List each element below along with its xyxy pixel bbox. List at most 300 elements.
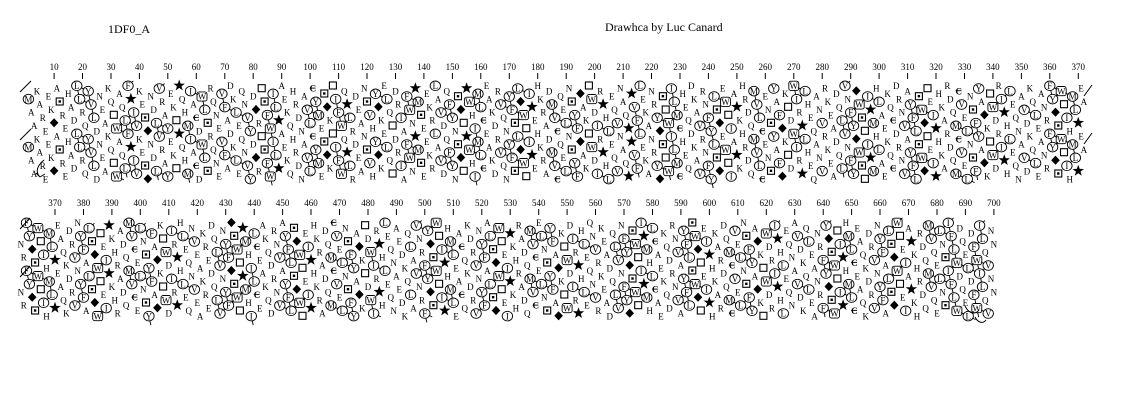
svg-text:V: V [133, 121, 140, 131]
svg-text:W: W [266, 123, 275, 134]
svg-text:E: E [762, 139, 769, 150]
svg-text:N: N [17, 239, 25, 250]
svg-text:W: W [465, 145, 474, 155]
svg-text:E: E [355, 153, 362, 163]
svg-text:L: L [606, 174, 612, 185]
svg-text:V: V [437, 107, 445, 118]
svg-text:F: F [971, 242, 977, 252]
svg-text:D: D [967, 228, 975, 239]
svg-text:R: R [595, 306, 602, 316]
svg-text:A: A [434, 142, 442, 153]
svg-text:D: D [364, 282, 372, 292]
svg-text:L: L [478, 102, 484, 113]
svg-text:D: D [521, 295, 528, 306]
svg-text:W: W [721, 145, 730, 155]
svg-text:E: E [900, 244, 906, 255]
svg-text:M: M [183, 169, 192, 179]
svg-text:R: R [669, 220, 676, 231]
svg-text:M: M [446, 236, 455, 247]
svg-text:A: A [53, 131, 61, 142]
svg-text:A: A [393, 223, 400, 234]
svg-text:A: A [645, 121, 652, 131]
svg-text:I: I [705, 284, 708, 295]
svg-text:F: F [404, 139, 410, 150]
svg-text:A: A [552, 250, 559, 260]
svg-text:W: W [295, 298, 304, 308]
svg-text:A: A [603, 250, 611, 260]
svg-text:W: W [830, 260, 839, 271]
svg-text:L: L [515, 83, 521, 94]
svg-text:R: R [271, 226, 278, 236]
svg-text:K: K [284, 107, 291, 118]
svg-text:V: V [614, 166, 621, 177]
svg-text:W: W [431, 266, 441, 276]
svg-text:L: L [137, 271, 144, 282]
svg-text:A: A [116, 137, 123, 147]
svg-text:H: H [708, 263, 716, 274]
svg-text:Q: Q [611, 105, 618, 115]
svg-text:H: H [679, 137, 687, 147]
svg-text:V: V [818, 166, 826, 177]
svg-text:H: H [739, 129, 746, 139]
residue-glyph [700, 86, 706, 144]
svg-text:L: L [74, 129, 80, 139]
residue-glyph [46, 92, 52, 150]
svg-text:L: L [347, 161, 353, 171]
svg-text:A: A [1038, 137, 1045, 147]
svg-text:E: E [532, 163, 538, 174]
svg-text:D: D [165, 260, 173, 271]
svg-text:A: A [400, 126, 408, 137]
svg-text:H: H [1066, 126, 1073, 137]
svg-text:F: F [621, 234, 627, 244]
svg-text:C: C [480, 115, 487, 126]
ruler-number: 30 [106, 62, 116, 72]
svg-text:N: N [616, 83, 624, 94]
svg-text:A: A [882, 308, 889, 319]
svg-text:A: A [603, 298, 611, 308]
svg-text:D: D [606, 311, 614, 322]
svg-text:E: E [167, 137, 174, 147]
svg-text:L: L [649, 223, 656, 234]
svg-text:N: N [503, 126, 510, 137]
svg-text:A: A [811, 263, 818, 274]
svg-text:A: A [905, 223, 912, 234]
svg-text:Y: Y [449, 161, 456, 171]
svg-text:W: W [1056, 134, 1066, 145]
svg-text:K: K [757, 298, 764, 308]
svg-text:A: A [730, 89, 738, 99]
svg-text:A: A [279, 218, 286, 228]
svg-text:L: L [91, 161, 97, 171]
svg-text:A: A [196, 311, 204, 322]
svg-text:D: D [165, 308, 173, 319]
svg-text:Q: Q [586, 218, 594, 228]
svg-text:K: K [359, 255, 366, 266]
svg-text:Q: Q [663, 242, 670, 252]
svg-text:R: R [69, 239, 76, 250]
svg-text:E: E [1035, 171, 1042, 182]
svg-text:Y: Y [907, 99, 914, 110]
svg-text:Q: Q [685, 163, 692, 174]
svg-text:D: D [65, 274, 73, 284]
svg-text:N: N [219, 274, 227, 284]
svg-text:L: L [407, 290, 414, 300]
svg-text:D: D [227, 81, 234, 91]
svg-text:Y: Y [222, 239, 229, 250]
svg-text:D: D [150, 105, 157, 115]
svg-text:K: K [824, 97, 832, 107]
svg-text:Q: Q [557, 139, 564, 150]
svg-text:V: V [218, 137, 226, 147]
svg-text:N: N [147, 139, 155, 150]
svg-text:Q: Q [185, 306, 192, 316]
svg-text:I: I [473, 171, 477, 182]
svg-text:C: C [480, 163, 487, 174]
svg-text:C: C [676, 171, 684, 182]
svg-text:D: D [946, 94, 954, 105]
svg-text:V: V [841, 81, 849, 91]
svg-text:D: D [93, 174, 100, 185]
svg-text:D: D [833, 137, 840, 147]
svg-text:D: D [364, 234, 372, 244]
svg-text:A: A [161, 158, 169, 169]
svg-text:K: K [642, 155, 650, 166]
svg-text:V: V [753, 99, 761, 110]
svg-text:F: F [482, 300, 488, 311]
ruler-number: 450 [275, 198, 290, 208]
residue-glyph [939, 239, 946, 297]
svg-text:N: N [415, 234, 423, 244]
svg-text:E: E [961, 161, 968, 171]
svg-text:K: K [284, 155, 291, 166]
svg-text:V: V [551, 161, 559, 171]
svg-text:H: H [804, 99, 812, 110]
svg-text:R: R [373, 274, 380, 284]
svg-text:D: D [208, 220, 215, 231]
svg-text:I: I [773, 220, 777, 231]
svg-text:Q: Q [82, 169, 89, 179]
svg-text:H: H [111, 295, 118, 306]
svg-text:W: W [762, 228, 771, 239]
svg-text:A: A [67, 102, 75, 113]
svg-text:Q: Q [723, 234, 730, 244]
svg-text:R: R [597, 86, 604, 97]
svg-text:I: I [669, 83, 673, 94]
svg-text:I: I [104, 255, 108, 266]
svg-text:R: R [114, 308, 121, 319]
svg-text:D: D [666, 255, 673, 266]
svg-text:V: V [753, 147, 761, 158]
svg-text:Q: Q [211, 234, 218, 244]
ruler-number: 200 [587, 62, 602, 72]
svg-text:N: N [788, 252, 796, 263]
svg-text:W: W [562, 255, 572, 266]
svg-text:H: H [181, 107, 189, 118]
svg-text:L: L [951, 292, 957, 303]
svg-text:W: W [112, 171, 121, 182]
svg-text:D: D [797, 292, 804, 303]
svg-text:D: D [545, 134, 553, 145]
svg-text:L: L [214, 295, 220, 306]
band-1 [23, 62, 1087, 188]
svg-text:L: L [606, 126, 612, 137]
svg-text:A: A [117, 226, 124, 236]
svg-text:A: A [677, 308, 685, 319]
svg-text:N: N [966, 139, 974, 150]
svg-text:A: A [117, 274, 124, 284]
svg-text:Y: Y [77, 231, 84, 242]
svg-text:F: F [285, 244, 291, 255]
residue-glyph [701, 223, 707, 281]
svg-text:A: A [57, 234, 64, 244]
svg-text:E: E [827, 158, 834, 169]
svg-text:C: C [330, 218, 338, 228]
svg-text:D: D [797, 244, 804, 255]
svg-text:Q: Q [443, 86, 450, 97]
svg-text:E: E [584, 252, 590, 263]
svg-text:A: A [486, 94, 493, 105]
svg-text:I: I [249, 311, 253, 322]
svg-text:W: W [854, 99, 864, 110]
svg-text:E: E [45, 139, 52, 150]
svg-text:R: R [418, 295, 426, 306]
svg-text:R: R [316, 247, 323, 258]
svg-text:M: M [314, 158, 323, 169]
svg-text:L: L [91, 113, 97, 123]
svg-text:D: D [967, 276, 975, 287]
svg-text:D: D [591, 107, 598, 118]
svg-text:E: E [355, 105, 362, 115]
residue-glyph [897, 232, 904, 287]
svg-text:K: K [582, 163, 590, 174]
svg-text:L: L [478, 150, 484, 161]
svg-text:R: R [699, 134, 706, 145]
svg-text:W: W [631, 287, 640, 298]
svg-text:I: I [505, 311, 509, 322]
svg-text:N: N [341, 223, 349, 234]
svg-text:F: F [348, 298, 354, 308]
svg-text:D: D [70, 115, 78, 126]
svg-text:Y: Y [372, 89, 379, 99]
svg-text:R: R [79, 155, 86, 166]
svg-text:N: N [541, 244, 548, 255]
svg-text:Q: Q [238, 134, 246, 145]
svg-text:M: M [869, 166, 878, 177]
svg-text:R: R [207, 131, 214, 142]
svg-text:Y: Y [822, 268, 830, 279]
svg-text:N: N [390, 258, 397, 268]
svg-text:E: E [961, 113, 968, 123]
svg-text:E: E [809, 250, 815, 260]
svg-text:N: N [764, 105, 772, 115]
svg-text:H: H [512, 255, 520, 266]
svg-text:Y: Y [975, 83, 982, 94]
svg-text:K: K [136, 134, 143, 145]
svg-text:W: W [366, 247, 376, 258]
ruler-number: 370 [1071, 62, 1086, 72]
svg-text:L: L [581, 287, 587, 298]
svg-text:L: L [965, 311, 971, 322]
residue-glyph [915, 93, 922, 148]
svg-text:A: A [882, 260, 889, 271]
svg-text:Q: Q [922, 255, 929, 266]
svg-text:Y: Y [145, 311, 153, 322]
svg-text:A: A [319, 308, 326, 319]
svg-text:D: D [566, 268, 574, 279]
svg-text:E: E [719, 83, 726, 94]
svg-text:K: K [862, 311, 870, 322]
svg-text:Q: Q [982, 295, 989, 306]
residue-glyph [651, 100, 657, 158]
svg-text:Y: Y [506, 91, 513, 102]
svg-text:V: V [984, 308, 992, 319]
svg-text:D: D [120, 287, 127, 298]
svg-text:L: L [1072, 153, 1079, 163]
svg-text:A: A [645, 169, 652, 179]
svg-text:Q: Q [586, 266, 594, 276]
svg-text:A: A [319, 260, 326, 271]
svg-text:F: F [776, 158, 783, 169]
svg-text:K: K [199, 228, 207, 239]
svg-text:N: N [788, 300, 796, 311]
svg-text:V: V [928, 234, 935, 244]
svg-text:Q: Q [119, 102, 126, 113]
svg-text:C: C [652, 236, 659, 247]
svg-text:E: E [560, 105, 567, 115]
svg-text:K: K [359, 303, 366, 314]
svg-text:F: F [574, 171, 581, 182]
svg-text:I: I [595, 169, 599, 179]
svg-text:F: F [446, 99, 453, 110]
svg-text:H: H [1003, 169, 1011, 179]
svg-text:Q: Q [622, 110, 630, 121]
svg-text:E: E [134, 258, 141, 268]
svg-text:F: F [422, 308, 428, 319]
svg-text:A: A [28, 107, 35, 118]
svg-text:W: W [1056, 86, 1066, 97]
svg-text:E: E [336, 292, 343, 303]
svg-text:F: F [948, 279, 954, 290]
svg-text:W: W [952, 258, 962, 268]
svg-text:R: R [540, 107, 547, 118]
svg-text:E: E [1010, 99, 1016, 110]
svg-text:N: N [503, 174, 510, 185]
svg-text:W: W [197, 139, 207, 150]
svg-text:V: V [128, 231, 136, 242]
svg-text:C: C [890, 115, 897, 126]
svg-text:K: K [47, 153, 55, 163]
svg-text:W: W [337, 169, 346, 179]
svg-text:I: I [189, 86, 193, 97]
svg-text:I: I [571, 234, 575, 244]
svg-text:V: V [615, 255, 622, 266]
svg-text:D: D [865, 276, 872, 287]
svg-text:W: W [405, 105, 414, 115]
svg-text:D: D [992, 115, 999, 126]
svg-text:I: I [42, 250, 46, 260]
ruler-number: 160 [474, 62, 488, 72]
svg-text:N: N [671, 282, 679, 292]
svg-text:E: E [55, 220, 61, 231]
svg-text:Y: Y [850, 169, 857, 179]
svg-text:I: I [1065, 161, 1069, 171]
svg-text:K: K [910, 298, 918, 308]
svg-text:E: E [194, 250, 201, 260]
svg-text:K: K [862, 263, 870, 274]
svg-text:R: R [255, 118, 262, 129]
svg-text:V: V [592, 292, 599, 303]
svg-text:Y: Y [312, 97, 320, 107]
svg-text:A: A [393, 271, 400, 282]
svg-text:R: R [717, 255, 724, 266]
svg-text:W: W [892, 266, 902, 276]
ruler-number: 620 [759, 198, 774, 208]
svg-text:Q: Q [747, 121, 755, 131]
svg-text:L: L [288, 306, 294, 316]
svg-text:N: N [565, 83, 573, 94]
svg-text:L: L [737, 252, 744, 263]
svg-text:A: A [905, 271, 912, 282]
svg-text:H: H [935, 137, 943, 147]
residue-glyph [182, 108, 189, 166]
svg-text:F: F [264, 158, 270, 169]
svg-text:M: M [869, 118, 878, 129]
svg-text:D: D [688, 129, 695, 139]
plot-credit: Drawhca by Luc Canard [605, 20, 723, 34]
svg-text:R: R [395, 99, 402, 110]
ruler-number: 500 [418, 198, 432, 208]
svg-text:R: R [595, 258, 602, 268]
svg-text:Q: Q [959, 284, 966, 295]
svg-text:N: N [898, 107, 906, 118]
svg-text:L: L [202, 153, 208, 163]
svg-text:Y: Y [680, 226, 687, 236]
svg-text:M: M [526, 274, 535, 284]
svg-text:Q: Q [119, 150, 126, 161]
svg-text:N: N [589, 279, 596, 290]
svg-text:D: D [195, 126, 203, 137]
svg-text:K: K [170, 102, 177, 113]
svg-text:A: A [1080, 145, 1088, 155]
svg-text:A: A [773, 97, 780, 107]
svg-text:K: K [230, 142, 237, 153]
svg-text:K: K [426, 102, 433, 113]
svg-text:Q: Q [387, 292, 394, 303]
ruler-number: 570 [617, 198, 631, 208]
svg-text:L: L [432, 81, 439, 91]
svg-text:I: I [978, 268, 982, 279]
svg-text:I: I [249, 263, 253, 274]
ruler-number: 640 [816, 198, 830, 208]
svg-text:R: R [20, 300, 27, 311]
svg-text:F: F [80, 244, 87, 255]
band1-start-slash-copy [20, 129, 31, 140]
ruler-number: 270 [787, 62, 801, 72]
svg-text:M: M [642, 244, 651, 255]
svg-text:K: K [799, 258, 807, 268]
svg-text:H: H [646, 258, 653, 268]
svg-text:Y: Y [623, 247, 631, 258]
svg-text:H: H [369, 171, 376, 182]
svg-text:A: A [978, 145, 985, 155]
svg-text:L: L [876, 145, 882, 155]
svg-text:E: E [99, 153, 106, 163]
svg-text:H: H [245, 298, 252, 308]
svg-text:Q: Q [286, 169, 294, 179]
svg-text:R: R [868, 290, 875, 300]
svg-text:W: W [988, 150, 998, 161]
